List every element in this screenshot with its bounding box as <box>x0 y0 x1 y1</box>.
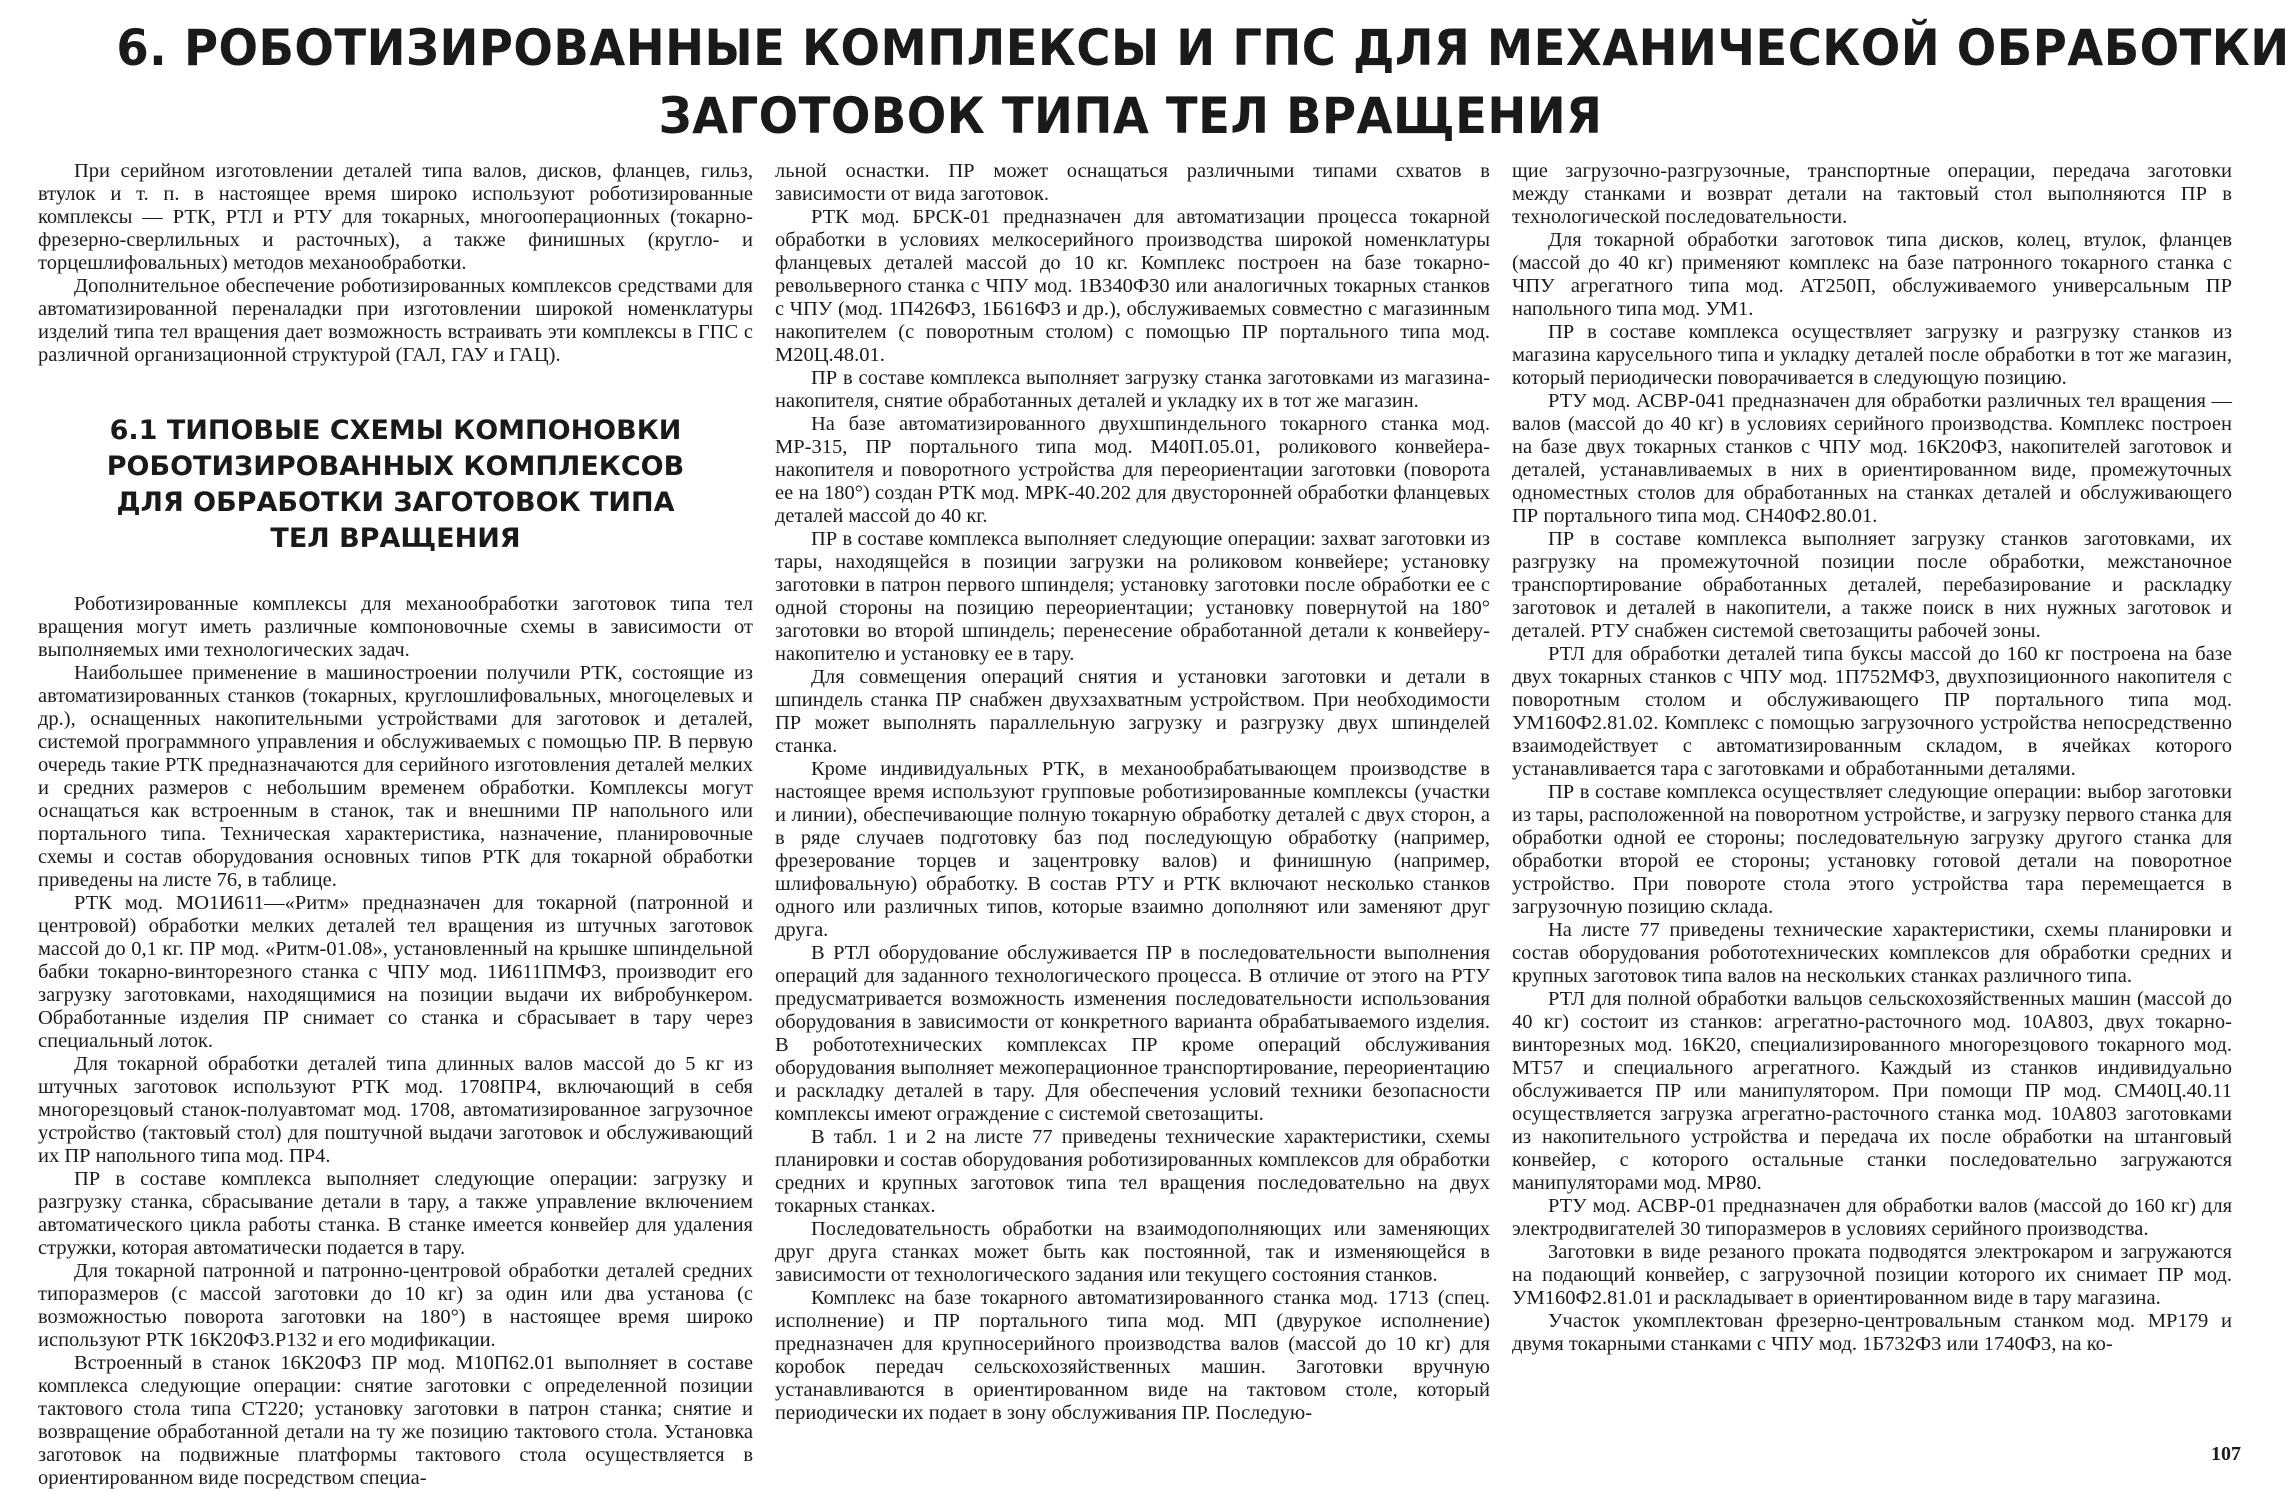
paragraph: Роботизированные комплексы для механообработки заготовок типа тел вращения могут иметь различные компоновочные схемы в зависимости от выполняемых ими технологических задач. <box>38 593 753 661</box>
section-heading-line: ДЛЯ ОБРАБОТКИ ЗАГОТОВОК ТИПА <box>116 487 675 518</box>
paragraph: Дополнительное обеспечение роботизированных комплексов средствами для автоматизированной переналадки при изготовлении широкой номенклатуры изделий типа тел вращения дает возможность встраивать эти комплексы в ГПС с различной организационной структурой (ГАЛ, ГАУ и ГАЦ). <box>38 275 753 366</box>
paragraph: Комплекс на базе токарного автоматизированного станка мод. 1713 (спец. исполнение) и ПР портального типа мод. МП (двурукое исполнение) предназначен для крупносерийного производства валов (массой до 10 кг) для коробок передач сельскохозяйственных машин. Заготовки вручную устанавливаются в ориентированном виде на тактовом столе, который периодически их подает в зону обслуживания ПР. Последую- <box>775 1287 1490 1424</box>
paragraph: ПР в составе комплекса осуществляет загрузку и разгрузку станков из магазина карусельного типа и укладку деталей после обработки в тот же магазин, который периодически поворачивается в следующую позицию. <box>1512 321 2232 389</box>
paragraph: Для токарной обработки заготовок типа дисков, колец, втулок, фланцев (массой до 40 кг) применяют комплекс на базе патронного токарного станка с ЧПУ агрегатного типа мод. АТ250П, обслуживаемого универсальным ПР напольного типа мод. УМ1. <box>1512 229 2232 320</box>
section-heading-line: ТЕЛ ВРАЩЕНИЯ <box>270 523 521 554</box>
paragraph: РТК мод. МО1И611—«Ритм» предназначен для токарной (патронной и центровой) обработки мелких деталей тел вращения из штучных заготовок массой до 0,1 кг. ПР мод. «Ритм-01.08», установленный на крышке шпиндельной бабки токарно-винторезного станка с ЧПУ мод. 1И611ПМФ3, производит его загрузку заготовками, находящимися на позиции выдачи их вибробункером. Обработанные изделия ПР снимает со станка и сбрасывает в тару через специальный лоток. <box>38 892 753 1052</box>
paragraph: ПР в составе комплекса выполняет следующие операции: захват заготовки из тары, находящейся в позиции загрузки на роликовом конвейере; установку заготовки в патрон первого шпинделя; установку заготовки после обработки ее с одной стороны на позицию переориентации; установку повернутой на 180° заготовки во второй шпиндель; перенесение обработанной детали к конвейеру-накопителю и установку ее в тару. <box>775 528 1490 665</box>
paragraph: Встроенный в станок 16К20Ф3 ПР мод. М10П62.01 выполняет в составе комплекса следующие операции: снятие заготовки с определенной позиции тактового стола типа СТ220; установку заготовки в патрон станка; снятие и возвращение обработанной детали на ту же позицию тактового стола. Установка заготовок на подвижные платформы тактового стола осуществляется в ориентированном виде посредством специа- <box>38 1352 753 1489</box>
paragraph: ПР в составе комплекса выполняет загрузку станка заготовками из магазина-накопителя, снятие обработанных деталей и укладку их в тот же магазин. <box>775 367 1490 412</box>
paragraph: Участок укомплектован фрезерно-центровальным станком мод. МР179 и двумя токарными станками с ЧПУ мод. 1Б732Ф3 или 1740Ф3, на ко- <box>1512 1310 2232 1355</box>
paragraph: На листе 77 приведены технические характеристики, схемы планировки и состав оборудования робототехнических комплексов для обработки средних и крупных заготовок типа валов на нескольких станках различного типа. <box>1512 919 2232 987</box>
paragraph: Последовательность обработки на взаимодополняющих или заменяющих друг друга станках может быть как постоянной, так и изменяющейся в зависимости от технологического задания или текущего состояния станков. <box>775 1218 1490 1286</box>
paragraph: Для совмещения операций снятия и установки заготовки и детали в шпиндель станка ПР снабжен двухзахватным устройством. При необходимости ПР может выполнять параллельную загрузку и разгрузку двух шпинделей станка. <box>775 666 1490 757</box>
paragraph: РТК мод. БРСК-01 предназначен для автоматизации процесса токарной обработки в условиях мелкосерийного производства широкой номенклатуры фланцевых деталей массой до 10 кг. Комплекс построен на базе токарно-револьверного станка с ЧПУ мод. 1В340Ф30 или аналогичных токарных станков с ЧПУ (мод. 1П426Ф3, 1Б616Ф3 и др.), обслуживаемых совместно с магазинным накопителем (с поворотным столом) с помощью ПР портального типа мод. М20Ц.48.01. <box>775 206 1490 366</box>
paragraph: РТЛ для обработки деталей типа буксы массой до 160 кг построена на базе двух токарных станков с ЧПУ мод. 1П752МФ3, двухпозиционного накопителя с поворотным столом и обслуживающего ПР портального типа мод. УМ160Ф2.81.02. Комплекс с помощью загрузочного устройства непосредственно взаимодействует с автоматизированным складом, в ячейках которого устанавливается тара с заготовками и обработанными деталями. <box>1512 643 2232 780</box>
paragraph: щие загрузочно-разгрузочные, транспортные операции, передача заготовки между станками и возврат детали на тактовый стол выполняются ПР в технологической последовательности. <box>1512 160 2232 228</box>
paragraph: ПР в составе комплекса выполняет загрузку станков заготовками, их разгрузку на промежуточной позиции после обработки, межстаночное транспортирование обработанных деталей, перебазирование и раскладку заготовок и деталей в накопители, а также поиск в них нужных заготовок и деталей. РТУ снабжен системой светозащиты рабочей зоны. <box>1512 528 2232 642</box>
paragraph: РТУ мод. АСВР-041 предназначен для обработки различных тел вращения — валов (массой до 40 кг) в условиях серийного производства. Комплекс построен на базе двух токарных станков с ЧПУ мод. 16К20Ф3, накопителей заготовок и деталей, устанавливаемых в них в ориентированном виде, промежуточных одноместных столов для обработанных на станках деталей и обслуживающего ПР портального типа мод. СН40Ф2.80.01. <box>1512 390 2232 527</box>
page-title <box>116 14 2290 150</box>
paragraph: ПР в составе комплекса выполняет следующие операции: загрузку и разгрузку станка, сбрасывание детали в тару, а также управление включением автоматического цикла работы станка. В станке имеется конвейер для удаления стружки, которая автоматически подается в тару. <box>38 1168 753 1259</box>
page-title-line: 6. РОБОТИЗИРОВАННЫЕ КОМПЛЕКСЫ И ГПС ДЛЯ МЕХАНИЧЕСКОЙ ОБРАБОТКИ <box>116 19 2290 77</box>
text-column-3 <box>1512 160 2232 1450</box>
paragraph: РТУ мод. АСВР-01 предназначен для обработки валов (массой до 160 кг) для электродвигателей 30 типоразмеров в условиях серийного производства. <box>1512 1195 2232 1240</box>
paragraph: При серийном изготовлении деталей типа валов, дисков, фланцев, гильз, втулок и т. п. в настоящее время широко используют роботизированные комплексы — РТК, РТЛ и РТУ для токарных, многооперационных (токарно-фрезерно-сверлильных и расточных), а также финишных (кругло- и торцешлифовальных) методов механообработки. <box>38 160 753 274</box>
paragraph: На базе автоматизированного двухшпиндельного токарного станка мод. МР-315, ПР портального типа мод. М40П.05.01, роликового конвейера-накопителя и поворотного устройства для переориентации заготовки (поворота ее на 180°) создан РТК мод. МРК-40.202 для двусторонней обработки фланцевых деталей массой до 40 кг. <box>775 413 1490 527</box>
paragraph: Наибольшее применение в машиностроении получили РТК, состоящие из автоматизированных станков (токарных, круглошлифовальных, многоцелевых и др.), оснащенных накопительными устройствами для заготовок и деталей, системой программного управления и обслуживаемых с помощью ПР. В первую очередь такие РТК предназначаются для серийного изготовления деталей мелких и средних размеров с небольшим временем обработки. Комплексы могут оснащаться как встроенным в станок, так и внешними ПР напольного или портального типа. Техническая характеристика, назначение, планировочные схемы и состав оборудования основных типов РТК для токарной обработки приведены на листе 76, в таблице. <box>38 662 753 891</box>
paragraph: ПР в составе комплекса осуществляет следующие операции: выбор заготовки из тары, расположенной на поворотном устройстве, и загрузку первого станка для обработки одной ее стороны; последовательную загрузку другого станка для обработки второй ее стороны; установку готовой детали на поворотное устройство. При повороте стола этого устройства тара перемещается в загрузочную позицию склада. <box>1512 781 2232 918</box>
text-column-1 <box>38 160 753 1489</box>
paragraph: Кроме индивидуальных РТК, в механообрабатывающем производстве в настоящее время используют групповые роботизированные комплексы (участки и линии), обеспечивающие полную токарную обработку деталей с двух сторон, а в ряде случаев подготовку баз под последующую обработку (например, фрезерование торцев и зацентровку валов) и финишную (например, шлифовальную) обработку. В состав РТУ и РТК включают несколько станков одного или различных типов, которые взаимно дополняют или заменяют друг друга. <box>775 758 1490 941</box>
page-number: 107 <box>2211 1443 2241 1465</box>
paragraph: льной оснастки. ПР может оснащаться различными типами схватов в зависимости от вида заготовок. <box>775 160 1490 205</box>
section-heading-line: РОБОТИЗИРОВАННЫХ КОМПЛЕКСОВ <box>106 451 685 482</box>
paragraph: В РТЛ оборудование обслуживается ПР в последовательности выполнения операций для заданного технологического процесса. В отличие от этого на РТУ предусматривается возможность изменения последовательности использования оборудования в зависимости от конкретного варианта обрабатываемого изделия. В робототехнических комплексах ПР кроме операций обслуживания оборудования выполняет межоперационное транспортирование, переориентацию и раскладку деталей в тару. Для обеспечения условий техники безопасности комплексы имеют ограждение с системой светозащиты. <box>775 942 1490 1125</box>
paragraph: В табл. 1 и 2 на листе 77 приведены технические характеристики, схемы планировки и состав оборудования роботизированных комплексов для обработки средних и крупных заготовок типа тел вращения последовательно на двух токарных станках. <box>775 1126 1490 1217</box>
paragraph: Заготовки в виде резаного проката подводятся электрокаром и загружаются на подающий конвейер, с загрузочной позиции которого их снимает ПР мод. УМ160Ф2.81.01 и раскладывает в ориентированном виде в тару магазина. <box>1512 1241 2232 1309</box>
paragraph: РТЛ для полной обработки вальцов сельскохозяйственных машин (массой до 40 кг) состоит из станков: агрегатно-расточного мод. 10А803, двух токарно-винторезных мод. 16К20, специализированного многорезцового токарного мод. МТ57 и специального агрегатного. Каждый из станков индивидуально обслуживается ПР или манипулятором. При помощи ПР мод. СМ40Ц.40.11 осуществляется загрузка агрегатно-расточного станка мод. 10А803 заготовками из накопительного устройства и передача их после обработки на штанговый конвейер, с которого остальные станки последовательно загружаются манипуляторами мод. МР80. <box>1512 988 2232 1194</box>
paragraph: Для токарной обработки деталей типа длинных валов массой до 5 кг из штучных заготовок используют РТК мод. 1708ПР4, включающий в себя многорезцовый станок-полуавтомат мод. 1708, автоматизированное загрузочное устройство (тактовый стол) для поштучной выдачи заготовок и обслуживающий их ПР напольного типа мод. ПР4. <box>38 1053 753 1167</box>
section-heading-line: 6.1 ТИПОВЫЕ СХЕМЫ КОМПОНОВКИ <box>109 415 682 446</box>
section-heading <box>38 413 753 557</box>
text-column-2 <box>775 160 1490 1450</box>
paragraph: Для токарной патронной и патронно-центровой обработки деталей средних типоразмеров (с массой заготовки до 10 кг) за один или два установа (с возможностью поворота заготовки на 180°) в настоящее время широко используют РТК 16К20Ф3.Р132 и его модификации. <box>38 1260 753 1351</box>
page-title-line: ЗАГОТОВОК ТИПА ТЕЛ ВРАЩЕНИЯ <box>658 87 1603 145</box>
